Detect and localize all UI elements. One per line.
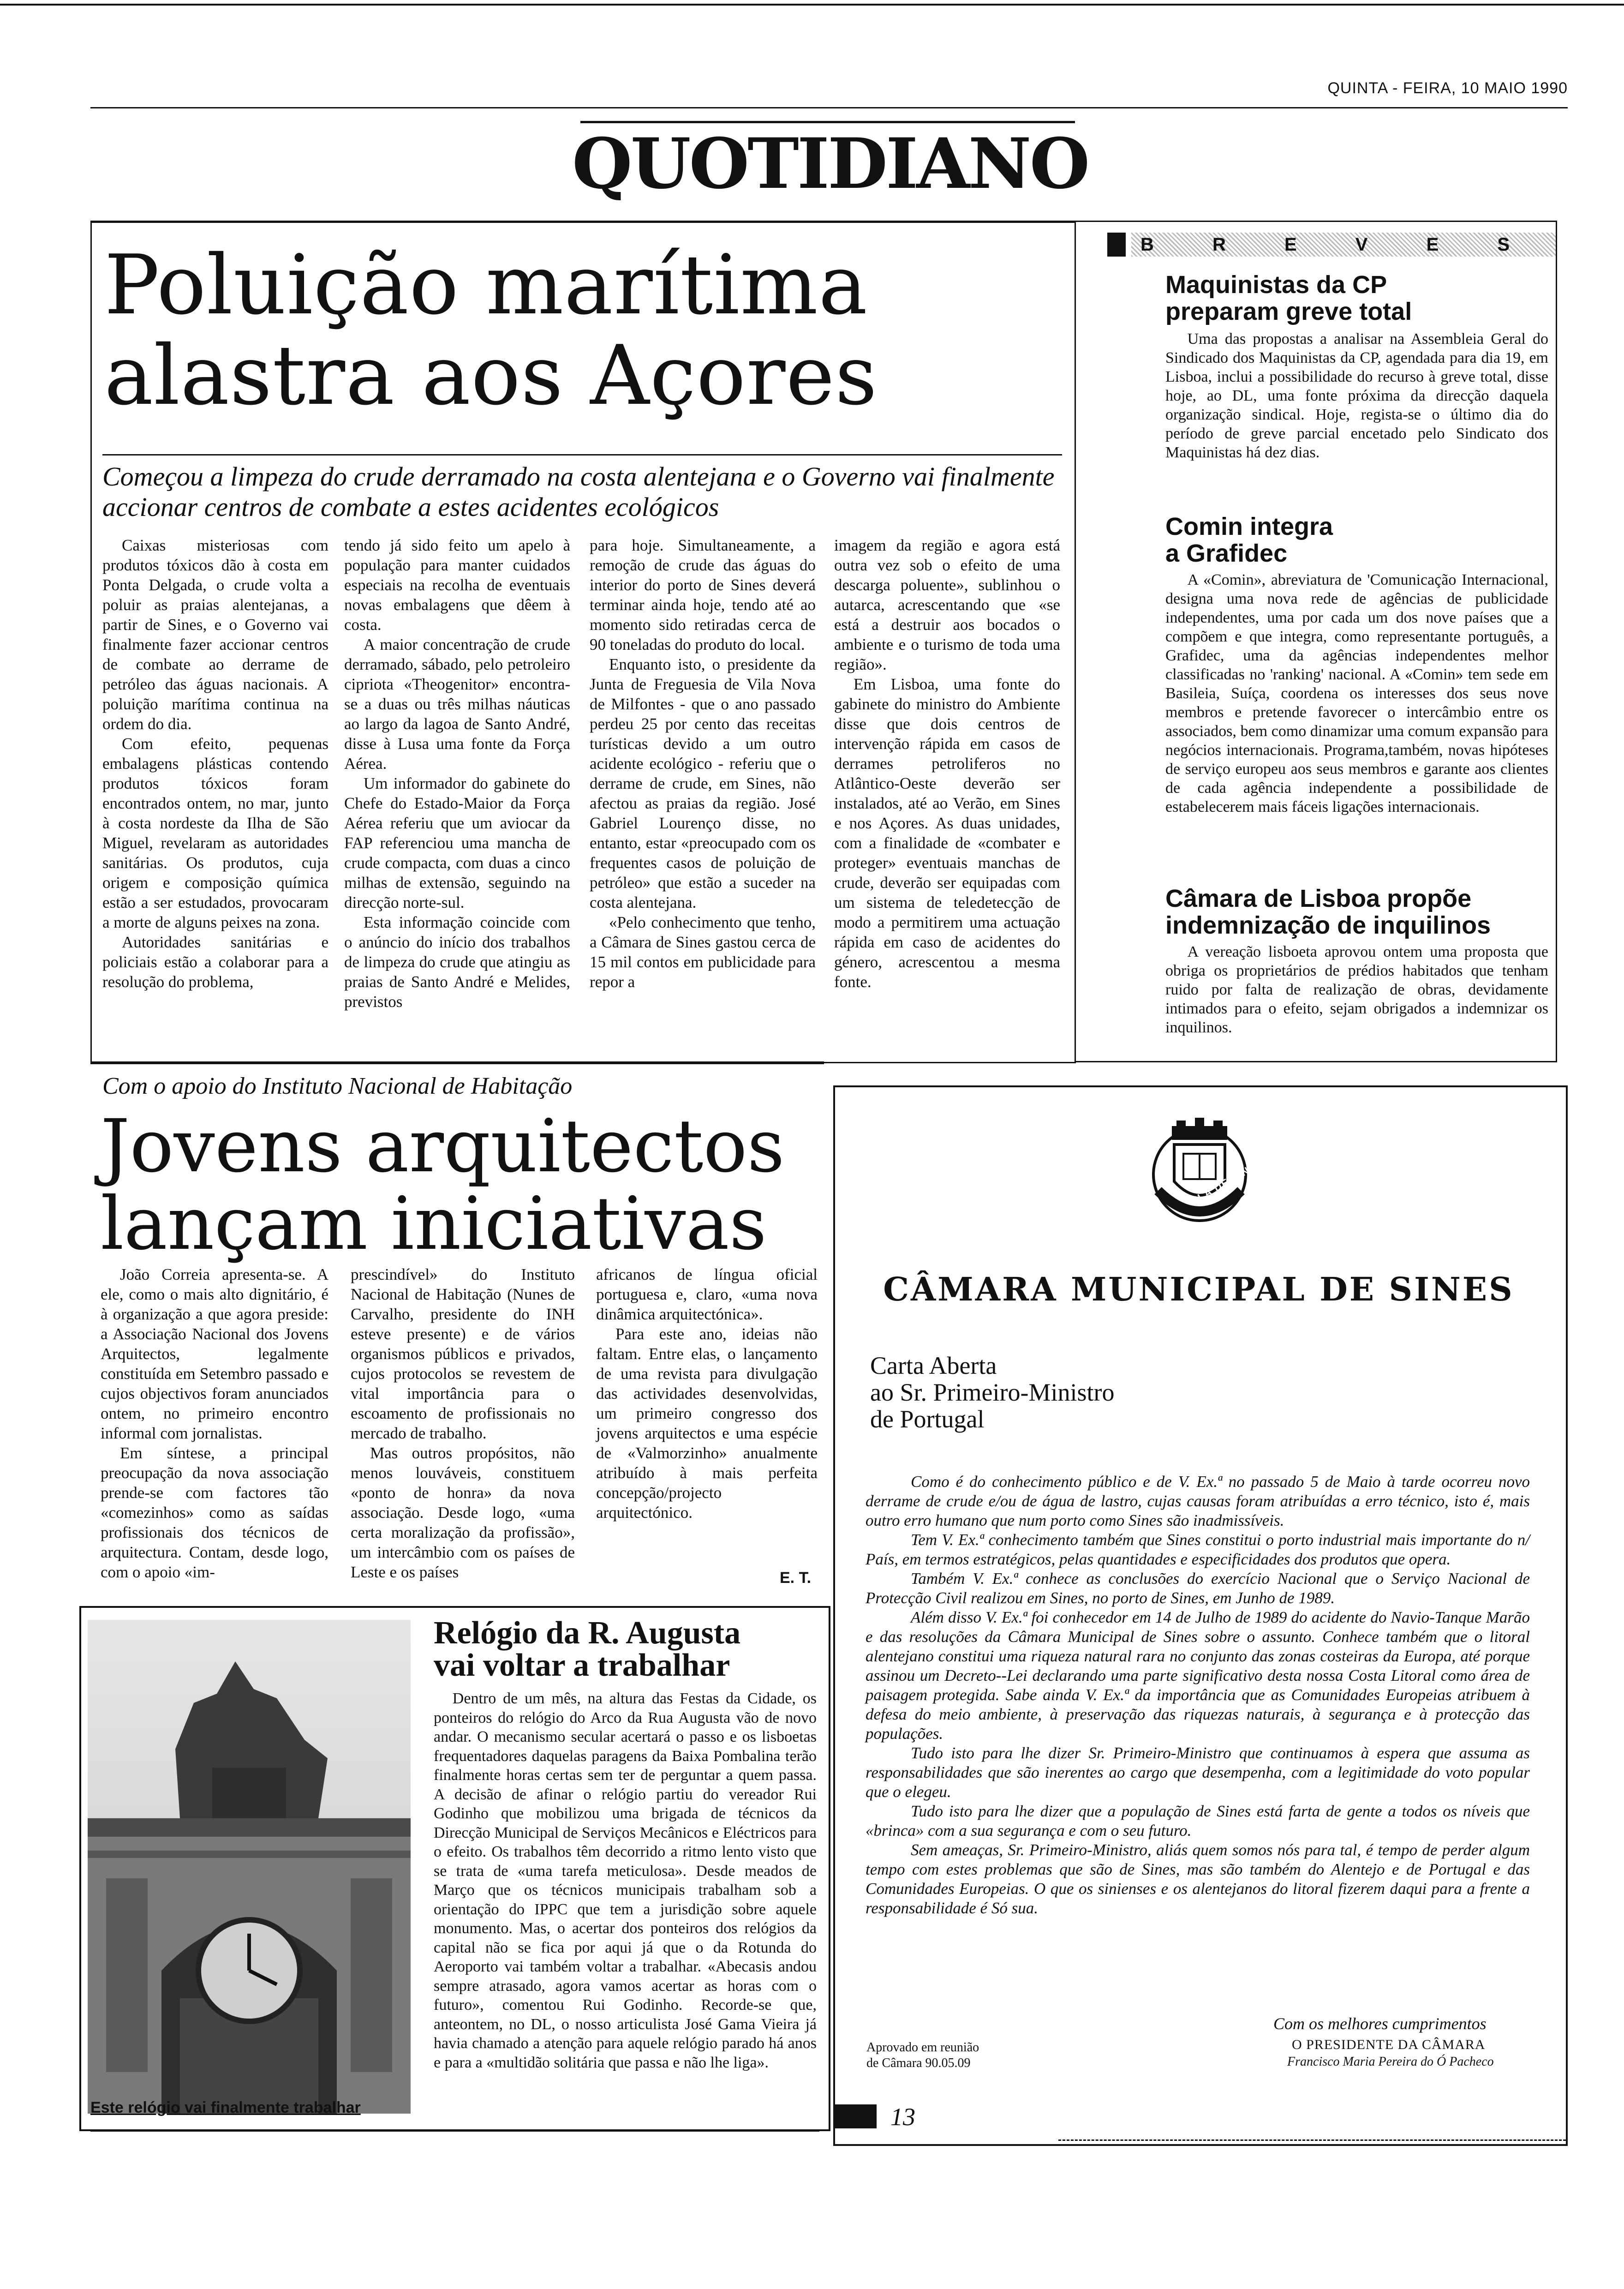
paragraph: Tem V. Ex.ª conhecimento também que Sines constitui o porto industrial mais importante do n/ País, em termos estratégicos, pelas quantidades e especificidades dos produtos que opera. [866,1531,1530,1568]
paragraph: tendo já sido feito um apelo à população para manter cuidados especiais na recolha de eventuais novas embalagens que dêem à costa. [344,536,570,634]
paragraph: Para este ano, ideias não faltam. Entre elas, o lançamento de uma revista para divulgação das actividades desenvolvidas, um primeiro congresso dos jovens arquitectos e uma espécie de «Valmorzinho» anualmente atribuído à mais perfeita concepção/projecto arquitectónico. [596,1325,818,1522]
brief-title-line-1: Maquinistas da CP [1165,271,1387,299]
paragraph: Autoridades sanitárias e policiais estão a colaborar para a resolução do problema, [102,933,328,991]
architects-headline [101,1104,785,1266]
breves-marker [1107,233,1126,257]
paragraph: Um informador do gabinete do Chefe do Estado-Maior da Força Aérea referiu que um aviocar da FAP referenciou uma mancha de crude compacta, com duas a cinco milhas de extensão, seguindo na direcção norte-sul. [344,774,570,911]
clock-caption: Este relógio vai finalmente trabalhar [90,2099,361,2116]
main-col-1 [102,535,328,992]
main-headline-line-1: Poluição marítima [104,237,868,333]
ad-closing: Com os melhores cumprimentos [1273,2014,1487,2033]
seal-text: VILA DE SINES [1186,1156,1265,1209]
brief-title-line-1: Câmara de Lisboa propõe [1165,885,1472,912]
brief-comin [1165,513,1548,816]
clock-photo [88,1620,411,2114]
standfirst-rule [102,454,1062,455]
ad-org: CÂMARA MUNICIPAL DE SINES [883,1270,1514,1308]
paragraph: Tudo isto para lhe dizer Sr. Primeiro-Ministro que continuamos à espera que assuma as responsabilidades que são inerentes ao cargo que desempenha, com a legitimidade do voto popular que o elegeu. [866,1744,1530,1801]
brief-body [1165,570,1548,816]
ad-letter-body [866,1472,1530,1918]
paragraph: A «Comin», abreviatura de 'Comunicação Internacional, designa uma nova rede de agências de publicidade independentes, uma por cada um dos nove países que a compõem e que integra, como representante português, a Grafidec, uma da agências independentes melhor classificadas no 'ranking' nacional. A «Comin» tem sede em Basileia, Suíça, coordena os interesses dos seus nove membros e pretende favorecer o intercâmbio entre os associados, bem como dinamizar uma comum expansão para negócios internacionais. Programa,também, novas hipóteses de serviço europeu aos seus membros e garante aos clientes de cada agência independente a possibilidade de estabelecerem mais fáceis ligações internacionais. [1165,571,1548,815]
brief-title-line-2: a Grafidec [1165,539,1288,567]
clock-headline-line-1: Relógio da R. Augusta [434,1615,741,1651]
main-standfirst: Começou a limpeza do crude derramado na costa alentejana e o Governo vai finalmente accionar centros de combate a estes acidentes ecológicos [102,461,1055,522]
brief-title [1165,885,1548,939]
paragraph: Sem ameaças, Sr. Primeiro-Ministro, aliás quem somos nós para tal, é tempo de perder algum tempo com estes problemas que são de Sines, mas são também do Alentejo e de Portugal e das Comunidades Europeias. O que os sinienses e os alentejanos do litoral fizerem daqui para a frente a responsabilidade é Só sua. [866,1841,1530,1917]
main-col-2 [344,535,570,1012]
paragraph: Tudo isto para lhe dizer que a população de Sines está farta de gente a todos os níveis que «brinca» com a sua segurança e com o seu futuro. [866,1802,1530,1840]
brief-body [1165,330,1548,462]
ad-approval-line-2: de Câmara 90.05.09 [866,2056,971,2070]
paragraph: Esta informação coincide com o anúncio do início dos trabalhos de limpeza do crude que atingiu as praias de Santo André e Melides, previstos [344,913,570,1011]
architects-kicker: Com o apoio do Instituto Nacional de Habitação [102,1073,573,1099]
paragraph: para hoje. Simultaneamente, a remoção de crude das águas do interior do porto de Sines deverá terminar ainda hoje, tendo até ao momento sido retiradas cerca de 90 toneladas do produto do local. [590,536,816,653]
paragraph: Com efeito, pequenas embalagens plásticas contendo produtos tóxicos foram encontrados ontem, no mar, junto à costa nordeste da Ilha de São Miguel, revelaram as autoridades sanitárias. Os produtos, cuja origem e composição química estão a ser estudados, provocaram a morte de alguns peixes na zona. [102,735,328,931]
paragraph: Caixas misteriosas com produtos tóxicos dão à costa em Ponta Delgada, o crude volta a poluir as praias alentejanas, a partir de Sines, e o Governo vai finalmente fazer accionar centros de combate ao derrame de petróleo das águas nacionais. A poluição marítima continua na ordem do dia. [102,536,328,733]
paragraph: Como é do conhecimento público e de V. Ex.ª no passado 5 de Maio à tarde ocorreu novo derrame de crude e/ou de água de lastro, cujas causas foram atribuídas a erro técnico, isto é, mais outro erro humano que num porto como Sines são inadmissíveis. [866,1473,1530,1529]
paragraph: A vereação lisboeta aprovou ontem uma proposta que obriga os proprietários de prédios habitados que tenham ruido por falta de realização de obras, devidamente intimados para o efeito, sejam obrigados a indemnizar os inquilinos. [1165,943,1548,1036]
paragraph: João Correia apresenta-se. A ele, como o mais alto dignitário, é à organização a que agora preside: a Associação Nacional dos Jovens Arquitectos, legalmente constituída em Setembro passado e cujos objectivos foram anunciados ontem, no primeiro encontro informal com jornalistas. [101,1265,328,1442]
arch-illustration [88,1620,411,2114]
paragraph: Mas outros propósitos, não menos louváveis, constituem «ponto de honra» da nova associação. Desde logo, «uma certa moralização da profissão», um intercâmbio com os países de Leste e os países [351,1444,575,1581]
paragraph: Em síntese, a principal preocupação da nova associação prende-se com factores tão «comezinhos» como as saídas profissionais dos técnicos de arquitectura. Contam, desde logo, com o apoio «im- [101,1444,328,1581]
paragraph: «Pelo conhecimento que tenho, a Câmara de Sines gastou cerca de 15 mil contos em publicidade para repor a [590,913,816,991]
clock-headline-line-2: vai voltar a trabalhar [434,1648,730,1683]
paragraph: Além disso V. Ex.ª foi conhecedor em 14 de Julho de 1989 do acidente do Navio-Tanque Marão e das resoluções da Câmara Municipal de Sines sobre o assunto. Conhece também que o litoral alentejano constitui uma riqueza natural rara no conjunto das zonas costeiras da Europa, até porque assinou um Decreto--Lei declarando uma parte significativo desta nossa Costa Litoral como área de paisagem protegida. Sabe ainda V. Ex.ª da importância que as Comunidades Europeias atribuem à defesa do meio ambiente, à preservação das riquezas naturais, à segurança e à protecção das populações. [866,1608,1530,1743]
paragraph: imagem da região e agora está outra vez sob o efeito de uma descarga poluente», sublinhou o autarca, acrescentando que «se está a destruir aos bocados o ambiente e o turismo de toda uma região». [834,536,1060,673]
paragraph: Também V. Ex.ª conhece as conclusões do exercício Nacional que o Serviço Nacional de Protecção Civil realizou em Sines, no porto de Sines, em Junho de 1989. [866,1570,1530,1607]
main-headline-line-2: alastra aos Açores [104,328,878,423]
paragraph: prescindível» do Instituto Nacional de Habitação (Nunes de Carvalho, presidente do INH esteve presente) e de vários organismos públicos e privados, cujos protocolos se revestem de vital importância para o escoamento de profissionais no mercado de trabalho. [351,1265,575,1442]
page-date: QUINTA - FEIRA, 10 MAIO 1990 [1327,79,1568,97]
paragraph: Em Lisboa, uma fonte do gabinete do ministro do Ambiente disse que dois centros de intervenção rápida em casos de derrames petroliferos no Atlântico-Oeste deverão ser instalados, até ao Verão, em Sines e nos Açores. As duas unidades, com a finalidade de «combater e proteger» eventuais manchas de crude, deverão ser equipadas com um sistema de teledetecção de modo a permitirem uma actuação rápida em caso de acidentes do género, acrescentou a mesma fonte. [834,675,1060,991]
ad-title [870,1352,1114,1432]
main-headline [104,237,878,423]
main-col-3 [590,535,816,992]
main-col-4 [834,535,1060,992]
paragraph: Dentro de um mês, na altura das Festas da Cidade, os ponteiros do relógio do Arco da Rua Augusta vão de novo andar. O mecanismo secular acertará o passo e os lisboetas frequentadores daquelas paragens da Baixa Pombalina terão finalmente horas certas sem ter de perguntar a quem passa. A decisão de afinar o relógio partiu do vereador Rui Godinho que mobilizou uma brigada de técnicos da Direcção Municipal de Serviços Mecânicos e Eléctricos para o efeito. Os trabalhos têm decorrido a ritmo lento visto que se trata de «uma tarefa meticulosa». Desde meados de Março que os técnicos municipais trabalham sob a orientação do IPPC que tem a jurisdição sobre aquele monumento. Mas, o acertar dos ponteiros dos relógios da capital não se fica por aqui já que o da Rotunda do Aeroporto vai também voltar a trabalhar. «Abecasis andou sempre atrasado, agora vamos acertar as horas com o futuro», comentou Rui Godinho. Recorde-se que, anteontem, no DL, o nosso articulista José Gama Vieira já havia chamado a atenção para aquele relógio parado há anos e para a «multidão solitária que passa e não lhe liga». [434,1690,817,2071]
clock-bottom-rule [90,2130,819,2132]
clock-body [434,1689,817,2072]
brief-body [1165,942,1548,1037]
brief-title [1165,513,1548,567]
ad-approval-note [866,2040,979,2071]
paragraph: Enquanto isto, o presidente da Junta de Freguesia de Vila Nova de Milfontes - que o ano passado perdeu 25 por cento das receitas turísticas devido a um outro acidente ecológico - referiu que o derrame de crude, em Sines, não afectou as praias da região. José Gabriel Lourenço disse, no entanto, estar «preocupado com os frequentes casos de poluição de petróleo» que estão a suceder na costa alentejana. [590,655,816,911]
brief-title-line-1: Comin integra [1165,513,1333,540]
ad-title-line-1: Carta Aberta [870,1352,997,1379]
architects-headline-line-1: Jovens arquitectos [101,1104,785,1189]
page-number: 13 [890,2103,915,2131]
header-rule [90,107,1568,108]
section-title: QUOTIDIANO [572,123,1088,204]
brief-title-line-2: indemnização de inquilinos [1165,911,1491,939]
architects-col-2 [351,1264,575,1582]
ad-approval-line-1: Aprovado em reunião [866,2040,979,2055]
brief-lisboa [1165,885,1548,1037]
ad-president-title: O PRESIDENTE DA CÂMARA [1292,2037,1486,2052]
ad-title-line-3: de Portugal [870,1405,985,1433]
top-border-rule [0,4,1624,6]
brief-title-line-2: preparam greve total [1165,298,1412,325]
paragraph: Uma das propostas a analisar na Assembleia Geral do Sindicado dos Maquinistas da CP, agendada para dia 19, em Lisboa, inclui a possibilidade do recurso à greve total, disse hoje, ao DL, uma fonte próxima da direcção daquela organização sindical. Hoje, regista-se o último dia do período de greve parcial encetado pelo Sindicato dos Maquinistas há dez dias. [1165,330,1548,461]
breves-label: B R E V E S [1131,233,1556,257]
architects-byline: E. T. [780,1569,812,1587]
architects-headline-line-2: lançam iniciativas [101,1181,767,1266]
footer-dashed-rule [1058,2139,1566,2141]
footer-logo-block [835,2104,877,2128]
paragraph: A maior concentração de crude derramado, sábado, pelo petroleiro cipriota «Theogenitor» encontra-se a duas ou três milhas náuticas ao largo da lagoa de Santo André, disse à Lusa uma fonte da Força Aérea. [344,635,570,773]
architects-rule [90,1061,824,1064]
brief-title [1165,271,1548,325]
clock-headline [434,1617,740,1682]
paragraph: africanos de língua oficial portuguesa e, claro, «uma nova dinâmica arquitectónica». [596,1265,818,1323]
architects-col-3 [596,1264,818,1522]
ad-title-line-2: ao Sr. Primeiro-Ministro [870,1378,1115,1406]
architects-col-1 [101,1264,328,1582]
ad-president-name: Francisco Maria Pereira do Ó Pacheco [1287,2055,1494,2069]
brief-cp [1165,271,1548,462]
